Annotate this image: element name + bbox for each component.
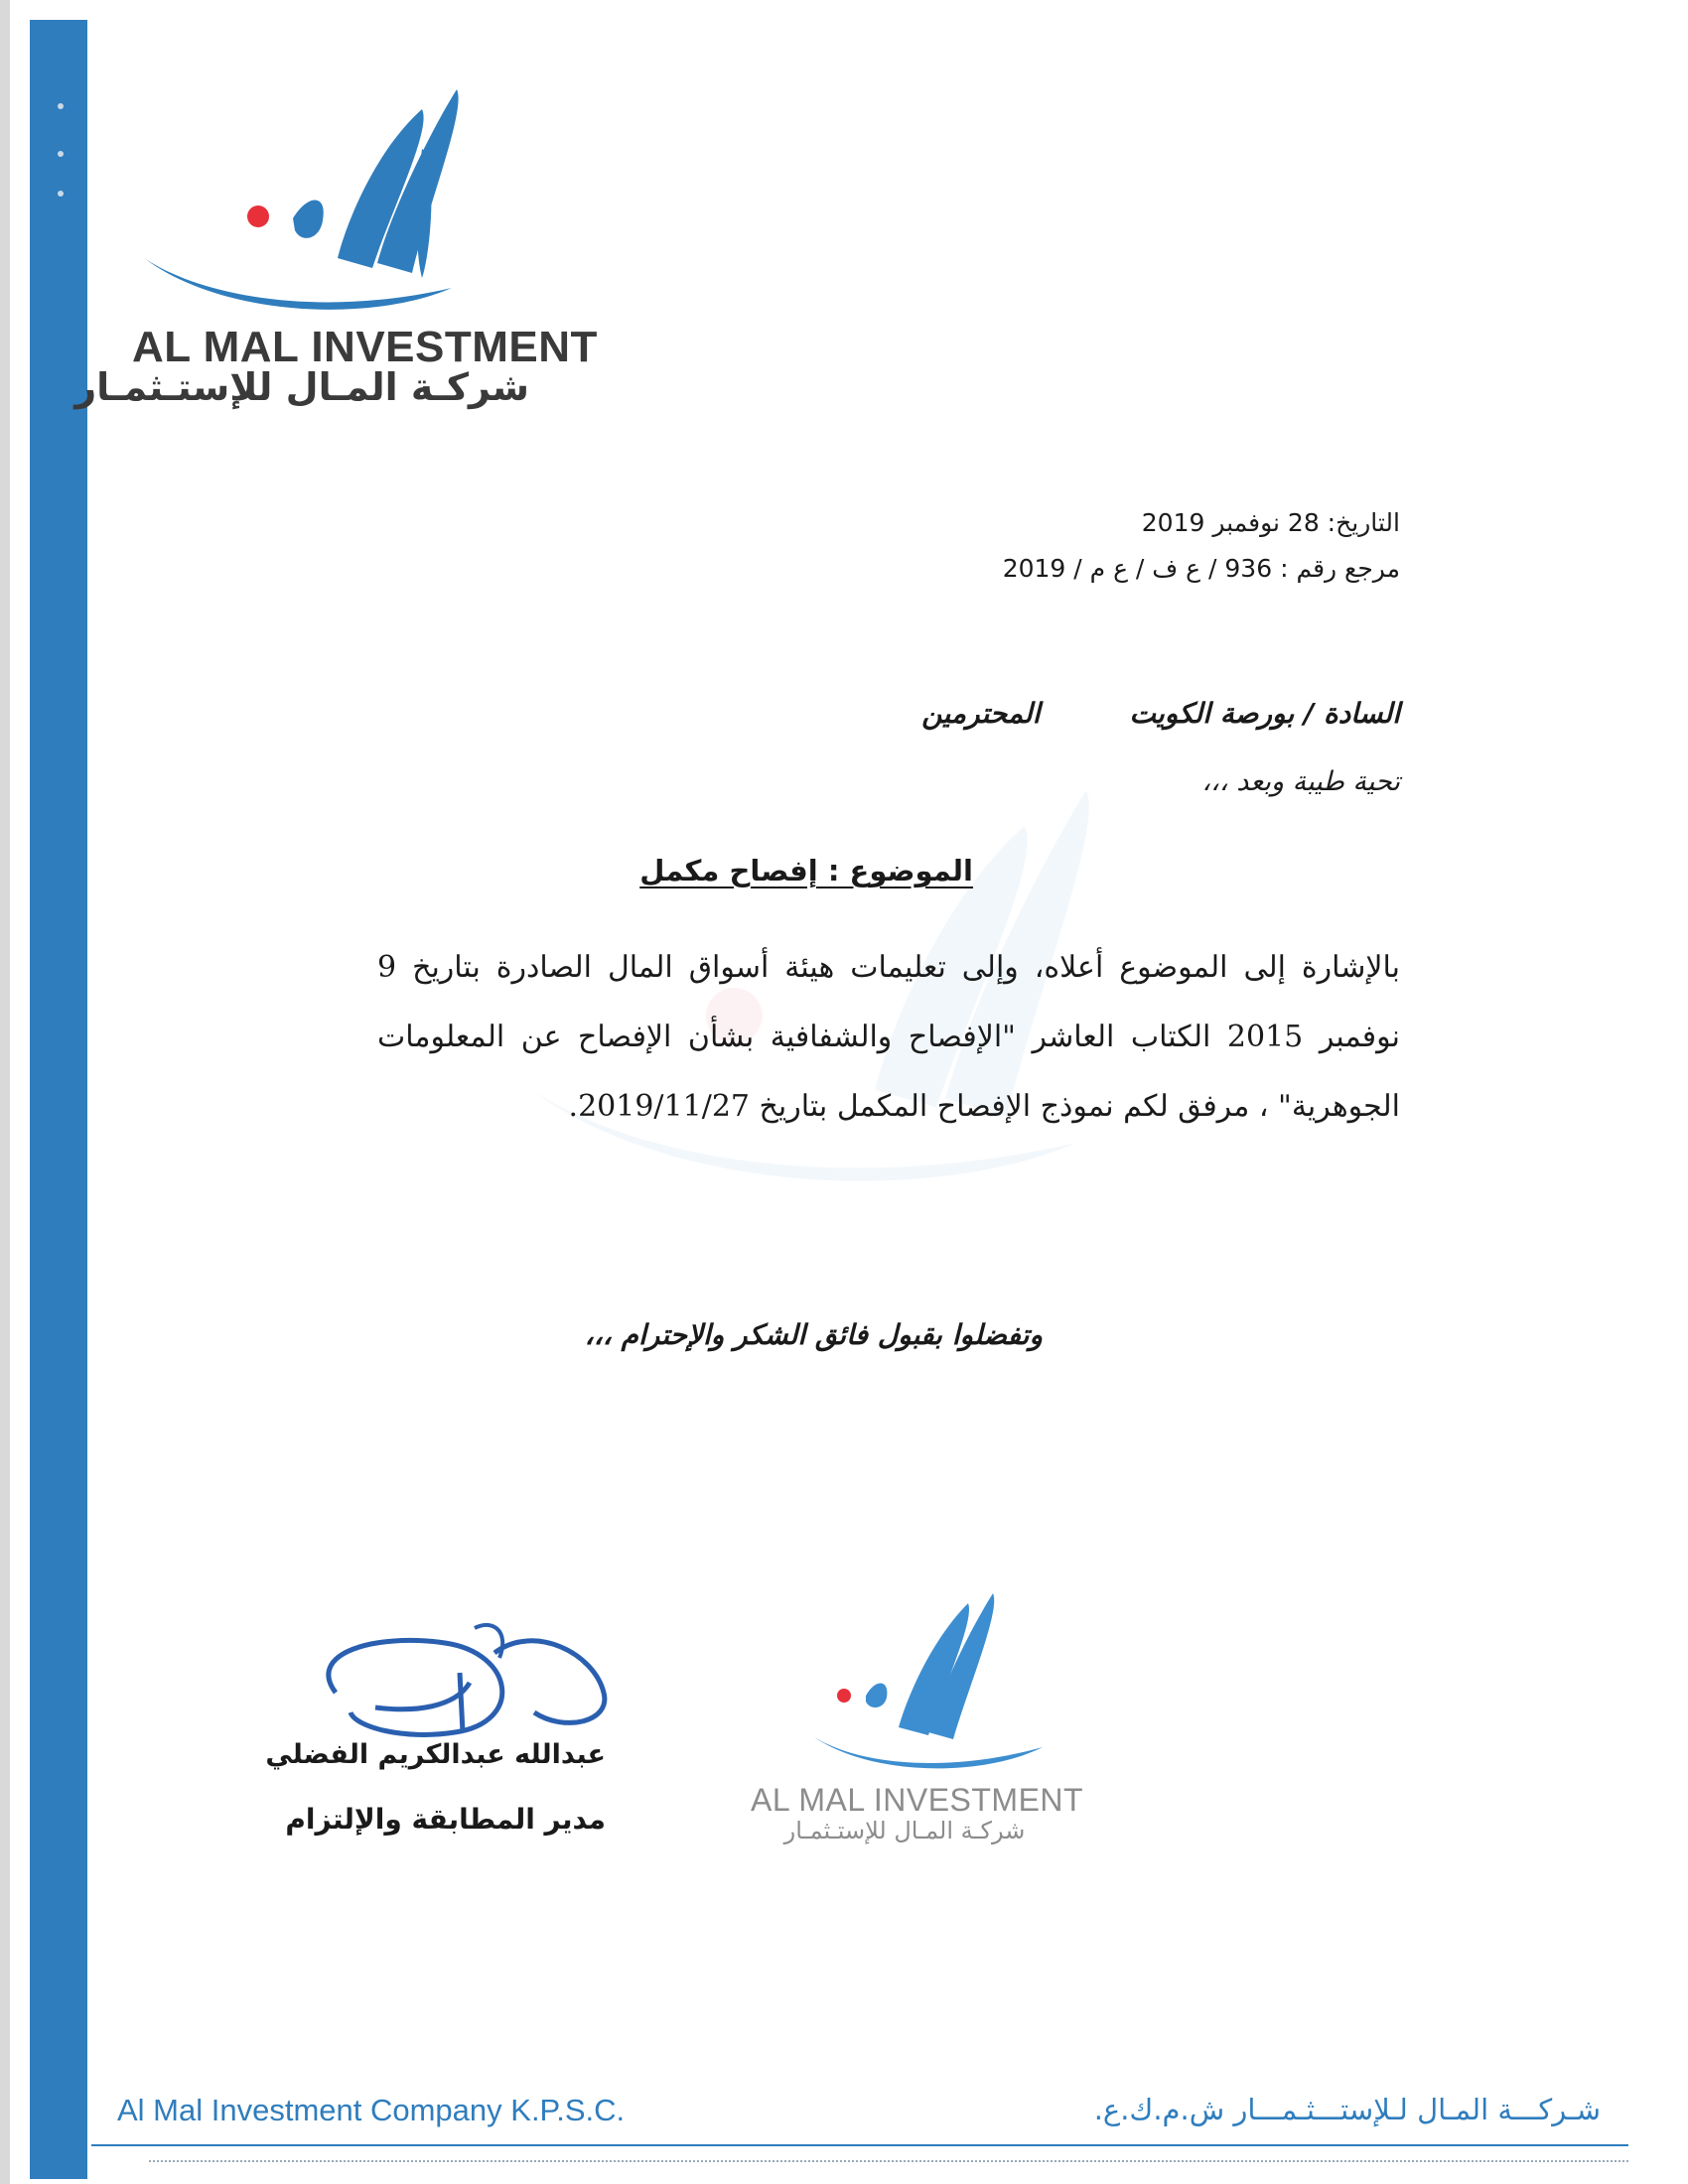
stamp-name-ar: شركـة المـال للإستـثمـار xyxy=(783,1817,1026,1844)
reference-number: مرجع رقم : 936 / ع ف / ع م / 2019 xyxy=(1002,554,1400,583)
blue-margin-bar xyxy=(30,20,87,2179)
addressee-line xyxy=(921,697,1400,730)
logo-name-ar: شركـة المـال للإستـثمـار xyxy=(74,365,529,409)
punch-hole xyxy=(58,151,64,157)
company-stamp-logo xyxy=(804,1578,1082,1797)
honorific: المحترمين xyxy=(921,697,1041,730)
closing-line: وتفضلوا بقبول فائق الشكر والإحترام ،،، xyxy=(584,1318,1043,1351)
footer-rule xyxy=(91,2144,1628,2146)
subject-line: الموضوع : إفصاح مكمل xyxy=(639,854,973,887)
footer-dotted-rule xyxy=(149,2160,1628,2164)
logo-name-en: AL MAL INVESTMENT xyxy=(132,323,598,371)
footer-company-en: Al Mal Investment Company K.P.S.C. xyxy=(117,2093,626,2127)
footer-company-ar: شـركـــة المـال لـلإستـــثـمـــار ش.م.ك.ع. xyxy=(1093,2093,1601,2126)
punch-hole xyxy=(58,191,64,197)
left-margin-stripe xyxy=(0,0,91,2184)
signatory-name: عبدالله عبدالكريم الفضلي xyxy=(265,1739,606,1770)
letter-body: بالإشارة إلى الموضوع أعلاه، وإلى تعليمات هيئة أسواق المال الصادرة بتاريخ 9 نوفمبر 2015 الكتاب العاشر "الإفصاح والشفافية بشأن الإفصاح عن المعلومات الجوهرية" ، مرفق لكم نموذج الإفصاح المكمل بتاريخ 2019/11/27. xyxy=(377,950,1400,1124)
letter-date: التاريخ: 28 نوفمبر 2019 xyxy=(1141,508,1400,537)
addressee: السادة / بورصة الكويت xyxy=(1129,697,1400,730)
greeting: تحية طيبة وبعد ،،، xyxy=(1201,766,1400,797)
punch-hole xyxy=(58,103,64,109)
scan-edge xyxy=(0,0,10,2184)
signatory-title: مدير المطابقة والإلتزام xyxy=(285,1803,606,1836)
stamp-name-en: AL MAL INVESTMENT xyxy=(751,1782,1084,1818)
